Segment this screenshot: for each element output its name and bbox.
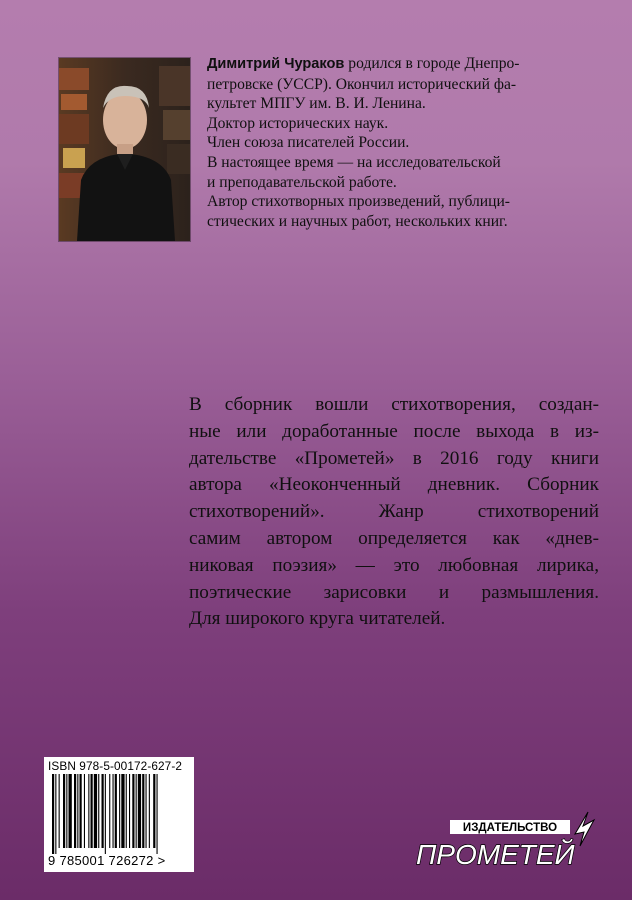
author-bio-line: Автор стихотворных произведений, публици-	[207, 193, 511, 211]
author-photo	[59, 58, 190, 241]
annotation-line: самим автором определяется как «днев-	[189, 527, 599, 549]
author-bio	[207, 54, 617, 231]
annotation-line: стихотворений». Жанр стихотворений	[189, 501, 599, 523]
author-bio-line: Член союза писателей России.	[207, 134, 410, 152]
barcode-digits: 9 785001 726272 >	[48, 853, 166, 868]
publisher-top-word: ИЗДАТЕЛЬСТВО	[462, 822, 558, 834]
publisher-logo-image	[410, 806, 600, 876]
isbn-barcode	[44, 757, 194, 872]
barcode-bars	[46, 774, 192, 854]
annotation-line: Для широкого круга читателей.	[189, 608, 446, 630]
annotation-line: ные или доработанные после выхода в из-	[189, 420, 599, 442]
author-bio-text: родился в городе Днепро-	[344, 55, 520, 72]
author-bio-line: стических и научных работ, нескольких книг.	[207, 212, 508, 230]
book-annotation	[189, 392, 599, 633]
publisher-logo	[410, 806, 600, 881]
author-bio-line: и преподавательской работе.	[207, 173, 397, 191]
author-bio-line: петровске (УССР). Окончил исторический фа-	[207, 75, 517, 93]
annotation-line: дательстве «Прометей» в 2016 году книги	[189, 447, 599, 469]
isbn-label: ISBN 978-5-00172-627-2	[48, 759, 183, 773]
author-bio-line: Доктор исторических наук.	[207, 114, 389, 132]
author-bio-line: культет МПГУ им. В. И. Ленина.	[207, 95, 426, 113]
publisher-name: ПРОМЕТЕЙ	[416, 839, 575, 870]
annotation-line: автора «Неоконченный дневник. Сборник	[189, 474, 599, 496]
annotation-line: В сборник вошли стихотворения, создан-	[189, 394, 599, 415]
author-portrait-image	[59, 58, 190, 241]
author-bio-line	[207, 54, 617, 75]
author-name: Димитрий Чураков	[207, 56, 345, 72]
author-bio-line: В настоящее время — на исследовательской	[207, 153, 501, 171]
flame-icon	[575, 812, 594, 846]
annotation-line: поэтические зарисовки и размышления.	[189, 581, 599, 603]
annotation-line: никовая поэзия» — это любовная лирика,	[189, 554, 599, 576]
